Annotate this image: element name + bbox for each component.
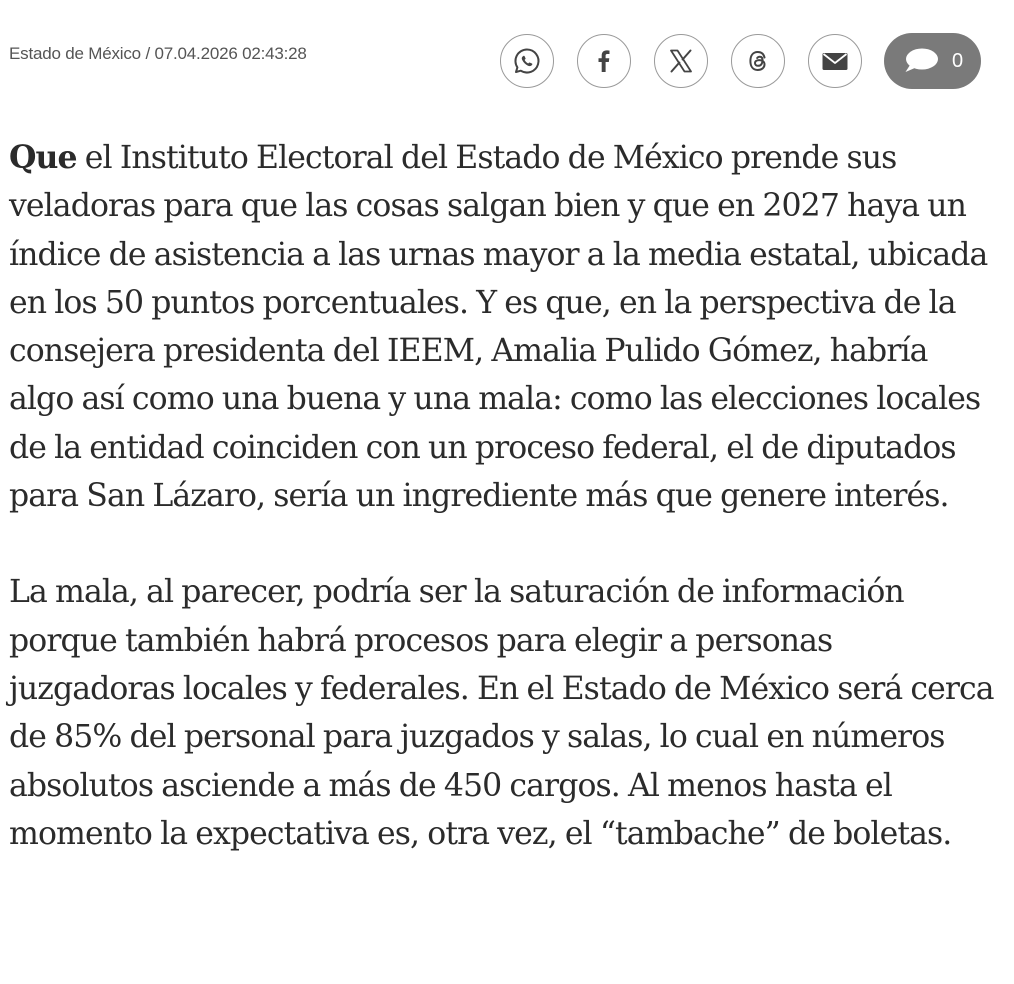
share-bar — [500, 33, 981, 89]
share-threads-button[interactable] — [731, 34, 785, 88]
whatsapp-icon — [512, 46, 542, 76]
comments-button[interactable] — [884, 33, 981, 89]
share-facebook-button[interactable] — [577, 34, 631, 88]
article-paragraph-1 — [9, 134, 999, 520]
article-body — [9, 134, 999, 906]
share-email-button[interactable] — [808, 34, 862, 88]
article-paragraph-2: La mala, al parecer, podría ser la saturación de información porque también habrá procesos para elegir a personas juzgadoras locales y federales. En el Estado de México será cerca de 85% del personal para juzgados y salas, lo cual en números absolutos asciende a más de 450 cargos. Al menos hasta el momento la expectativa es, otra vez, el “tambache” de boletas. — [9, 574, 994, 852]
facebook-icon — [589, 46, 619, 76]
article-meta: Estado de México / 07.04.2026 02:43:28 — [9, 44, 307, 63]
comments-count: 0 — [951, 49, 964, 72]
paragraph-lead-word: Que — [9, 139, 77, 176]
share-x-button[interactable] — [654, 34, 708, 88]
paragraph-1-text: el Instituto Electoral del Estado de México prende sus veladoras para que las cosas salgan bien y que en 2027 haya un índice de asistencia a las urnas mayor a la media estatal, ubicada en los 50 puntos porcentuales. Y es que, en la perspectiva de la consejera presidenta del IEEM, Amalia Pulido Gómez, habría algo así como una buena y una mala: como las elecciones locales de la entidad coinciden con un proceso federal, el de diputados para San Lázaro, sería un ingrediente más que genere interés. — [9, 140, 988, 515]
x-icon — [666, 46, 696, 76]
comment-bubble-icon — [902, 46, 940, 76]
mail-icon — [819, 46, 851, 76]
threads-icon — [743, 46, 773, 76]
share-whatsapp-button[interactable] — [500, 34, 554, 88]
